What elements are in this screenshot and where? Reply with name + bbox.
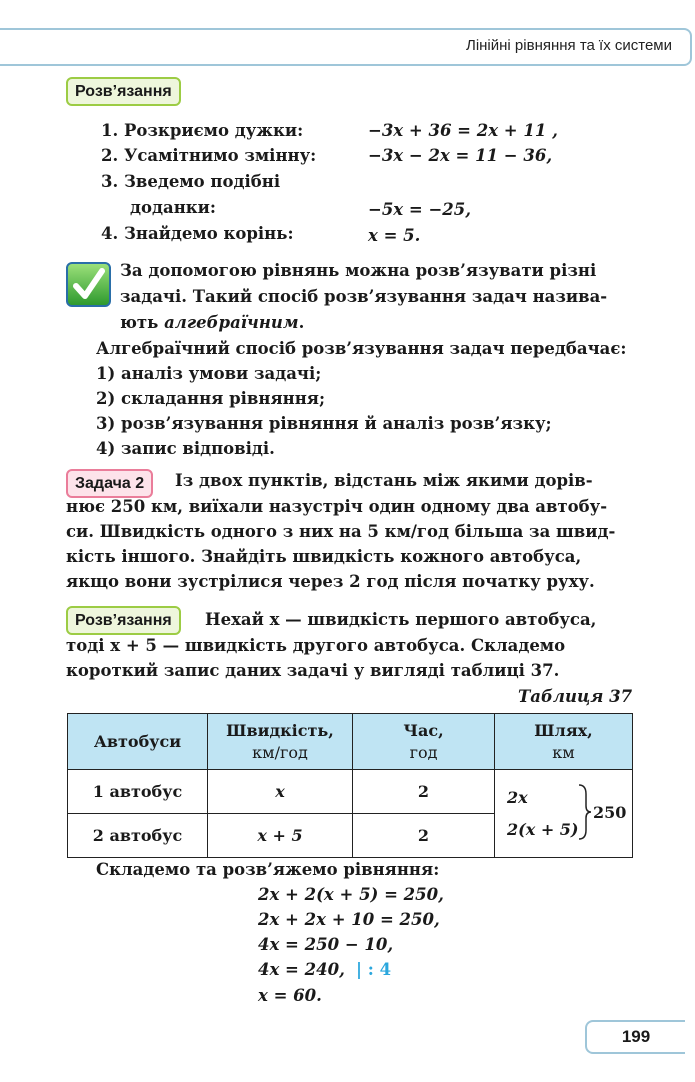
step-equation: −3x + 36 = 2x + 11 ,	[368, 121, 558, 140]
table-cell: 1 автобус	[68, 770, 208, 814]
step-label: 3. Зведемо подібні	[101, 172, 281, 191]
task-line: кість іншого. Знайдіть швидкість кожного автобуса,	[66, 547, 582, 566]
table-cell: x	[208, 770, 353, 814]
equation-line: 4x = 250 − 10,	[258, 935, 394, 954]
running-header	[0, 28, 692, 66]
note-line: задачі. Такий спосіб розв’язування задач назива-	[120, 287, 608, 306]
note-line: За допомогою рівнянь можна розв’язувати різні	[120, 261, 597, 280]
solution-tag: Розв’язання	[66, 77, 181, 106]
step-label: 1. Розкриємо дужки:	[101, 121, 304, 140]
solution-line: короткий запис даних задачі у вигляді таблиці 37.	[66, 661, 560, 680]
path-value: 2x	[507, 788, 528, 807]
path-total: 250	[593, 803, 627, 822]
note-text: .	[298, 313, 305, 332]
table-header: Шлях, км	[495, 714, 633, 770]
task-tag: Задача 2	[66, 469, 153, 498]
note-text: ють	[120, 313, 159, 332]
header-title: Лінійні рівняння та їх системи	[465, 37, 672, 54]
method-item: 2) складання рівняння;	[96, 389, 326, 408]
note-line	[120, 313, 304, 332]
brace-icon	[578, 784, 592, 840]
step-label: 4. Знайдемо корінь:	[101, 224, 294, 243]
path-value: 2(x + 5)	[507, 820, 579, 839]
equation-line: 2x + 2(x + 5) = 250,	[258, 885, 444, 904]
task-line: Із двох пунктів, відстань між якими дорів-	[175, 471, 593, 490]
method-item: 4) запис відповіді.	[96, 439, 275, 458]
step-equation: −5x = −25,	[368, 200, 471, 219]
step-label: 2. Усамітнимо змінну:	[101, 146, 317, 165]
method-intro: Алгебраїчний спосіб розв’язування задач передбачає:	[96, 339, 627, 358]
divide-note: | : 4	[356, 960, 392, 979]
equation-intro: Складемо та розв’яжемо рівняння:	[96, 860, 440, 879]
table-cell-path	[495, 770, 633, 858]
method-item: 3) розв’язування рівняння й аналіз розв’язку;	[96, 414, 552, 433]
table-cell: 2	[353, 770, 495, 814]
table-header-row	[68, 714, 633, 770]
table-cell: 2 автобус	[68, 814, 208, 858]
table-cell: x + 5	[208, 814, 353, 858]
checkmark-icon	[66, 262, 111, 307]
task-line: нює 250 км, виїхали назустріч один одному два автобу-	[66, 497, 608, 516]
page-number: 199	[585, 1020, 685, 1054]
step-equation: −3x − 2x = 11 − 36,	[368, 146, 553, 165]
table-caption: Таблиця 37	[518, 687, 633, 706]
equation-line: 4x = 240,	[258, 960, 345, 979]
table-header: Автобуси	[68, 714, 208, 770]
equation-line: x = 60.	[258, 986, 322, 1005]
step-label: доданки:	[130, 198, 217, 217]
table-cell: 2	[353, 814, 495, 858]
solution-tag: Розв’язання	[66, 606, 181, 635]
task-line: си. Швидкість одного з них на 5 км/год більша за швид-	[66, 522, 616, 541]
task-line: якщо вони зустрілися через 2 год після початку руху.	[66, 572, 595, 591]
table-header: Швидкість, км/год	[208, 714, 353, 770]
data-table	[67, 713, 633, 858]
note-emphasis: алгебраїчним	[164, 313, 299, 332]
solution-line: тоді x + 5 — швидкість другого автобуса. Складемо	[66, 636, 566, 655]
table-row	[68, 770, 633, 814]
solution-line: Нехай x — швидкість першого автобуса,	[205, 610, 597, 629]
table-header: Час, год	[353, 714, 495, 770]
step-equation: x = 5.	[368, 226, 421, 245]
method-item: 1) аналіз умови задачі;	[96, 364, 322, 383]
equation-line: 2x + 2x + 10 = 250,	[258, 910, 440, 929]
